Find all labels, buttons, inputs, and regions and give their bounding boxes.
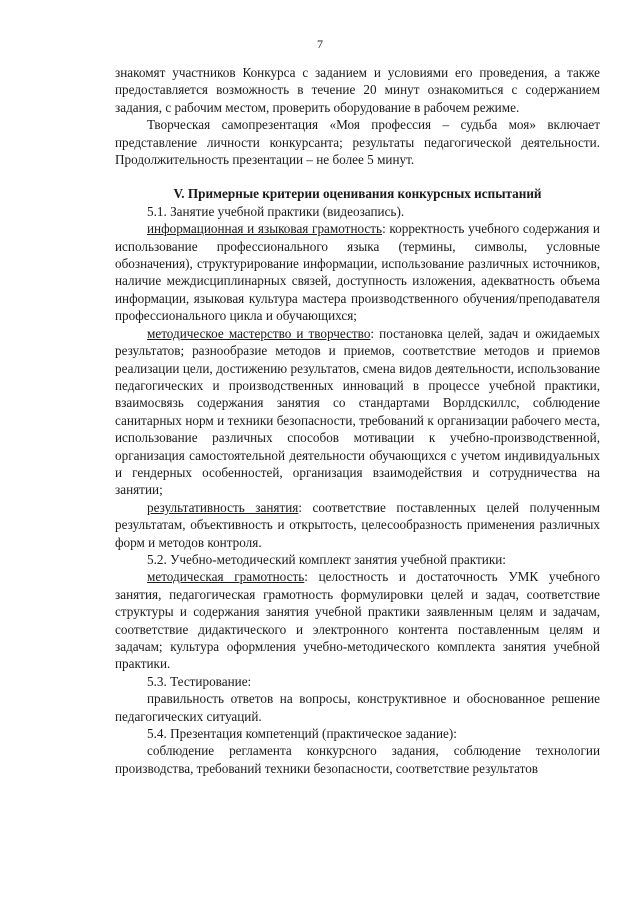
criterion-description: : постановка целей, задач и ожидаемых результатов; разнообразие методов и приемов, соответствие методов и приемов реализации цели, достижению результатов, смена видов деятельности, использование педагогических и производственных инноваций в процессе учебной практики, взаимосвязь содержания занятия со стандартами Ворлдскиллс, соблюдение санитарных норм и техники безопасности, требований к организации рабочего места, использование различных способов мотивации к учебно-производственной, организация самостоятельной деятельности обучающихся с учетом индивидуальных и гендерных особенностей, организация взаимодействия и сотрудничества на занятии;: [115, 325, 600, 498]
criterion-description: : соответствие поставленных целей полученным результатам, объективность и открытость, целесообразность применения различных форм и методов контроля.: [115, 499, 600, 550]
criterion-term: информационная и языковая грамотность: [147, 221, 383, 237]
criterion-description: : целостность и достаточность УМК учебного занятия, педагогическая грамотность формулировки целей и задач, соответствие структуры и содержания занятия учебной практики заявленным целям и задачам, соответствие дидактического и электронного контента поставленным целям и задачам; культура оформления учебно-методического комплекта занятия учебной практики.: [115, 569, 601, 672]
paragraph-self-presentation: Творческая самопрезентация «Моя профессия – судьба моя» включает представление личности конкурсанта; результаты педагогической деятельности. Продолжительность презентации – не более 5 минут.: [115, 117, 600, 168]
criterion-methodical-mastery: [115, 325, 600, 499]
criterion-testing: правильность ответов на вопросы, конструктивное и обоснованное решение педагогических ситуаций.: [115, 691, 600, 724]
criterion-description: : корректность учебного содержания и использование профессионального языка (термины, символы, условные обозначения), структурирование информации, использование различных источников, наличие междисциплинарных связей, доступность изложения, адекватность объема информации, языковая культура мастера производственного обучения/преподавателя профессионального цикла и обучающихся;: [115, 221, 600, 324]
section-heading: V. Примерные критерии оценивания конкурсных испытаний: [173, 186, 542, 202]
subsection-5-4-title: 5.4. Презентация компетенций (практическое задание):: [147, 726, 457, 742]
criterion-methodical-literacy: [115, 568, 600, 672]
document-body: [115, 64, 600, 777]
criterion-competence-presentation: соблюдение регламента конкурсного задания, соблюдение технологии производства, требований техники безопасности, соответствие результатов: [115, 743, 600, 776]
subsection-5-3-title: 5.3. Тестирование:: [147, 673, 252, 689]
criterion-term: методическое мастерство и творчество: [147, 325, 371, 341]
subsection-5-1-title: 5.1. Занятие учебной практики (видеозапись).: [147, 203, 405, 219]
criterion-term: результативность занятия: [147, 499, 299, 515]
criterion-effectiveness: [115, 499, 600, 551]
page-number: 7: [317, 37, 323, 51]
criterion-term: методическая грамотность: [147, 569, 305, 585]
paragraph-contest-intro: знакомят участников Конкурса с заданием и условиями его проведения, а также предоставляется возможность в течение 20 минут ознакомиться с содержанием задания, с рабочим местом, проверить оборудование в рабочем режиме.: [115, 65, 600, 115]
criterion-information-literacy: [115, 220, 600, 324]
subsection-5-2-title: 5.2. Учебно-методический комплект занятия учебной практики:: [147, 551, 506, 567]
